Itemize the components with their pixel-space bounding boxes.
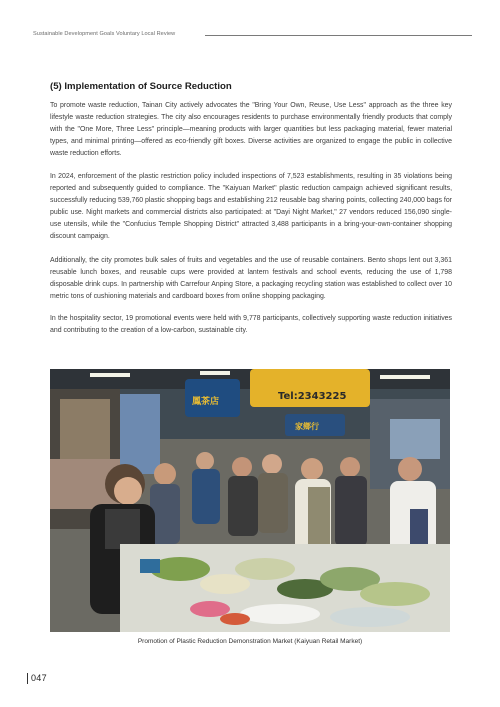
paragraph-enforcement: In 2024, enforcement of the plastic restriction policy included inspections of 7,523 establishments, resulting in 35 violations being reported and subsequently guided to compliance. The "Kaiyuan Market" plastic reduction campaign achieved significant results, successfully reducing 539,760 plastic shopping bags and establishing 212 reusable bag sharing points, collecting 240,000 bags for public use. Night markets and commercial districts also participated: at "Dayi Night Market," 27 vendors reduced 156,090 single-use utensils, while the "Confucius Temple Shopping District" attracted 3,488 participants in a bring-your-own-container shopping discount campaign. <box>50 173 452 241</box>
page-number-bar <box>27 673 28 684</box>
paragraph-hospitality: In the hospitality sector, 19 promotional events were held with 9,778 participants, collectively supporting waste reduction initiatives and contributing to the creation of a low-carbon, sustainable city. <box>50 315 452 335</box>
sign-store-text: 鳳茶店 <box>192 397 220 407</box>
running-header-title: Sustainable Development Goals Voluntary Local Review <box>33 31 176 37</box>
header-rule <box>205 35 472 36</box>
sign-phone-text: Tel:2343225 <box>278 391 347 402</box>
paragraph-intro: To promote waste reduction, Tainan City actively advocates the "Bring Your Own, Reuse, Use Less" approach as the three key lifestyle waste reduction strategies. The city also encourages residents to purchase environmentally friendly products that comply with the "One More, Three Less" principle—meaning products with larger quantities but less packaging material, fewer material types, and minimal printing—offered as eco-friendly gift boxes. Diverse activities are organized to engage the public in collective waste reduction efforts. <box>50 102 452 158</box>
page-number: 047 <box>31 673 47 683</box>
paragraph-bulk-sales: Additionally, the city promotes bulk sales of fruits and vegetables and the use of reusable containers. Bento shops lent out 3,361 reusable lunch boxes, and reusable cups were provided at lantern festivals and school events, reducing the use of 1,798 disposable drink cups. In partnership with Carrefour Anping Store, a packaging recycling station was established to collect over 10 metric tons of cushioning materials and cardboard boxes from online shopping packaging. <box>50 257 452 301</box>
market-photo <box>50 369 450 632</box>
section-heading: (5) Implementation of Source Reduction <box>50 81 232 92</box>
photo-caption: Promotion of Plastic Reduction Demonstration Market (Kaiyuan Retail Market) <box>137 638 363 645</box>
sign-shop-text: 家鄉行 <box>295 422 319 431</box>
